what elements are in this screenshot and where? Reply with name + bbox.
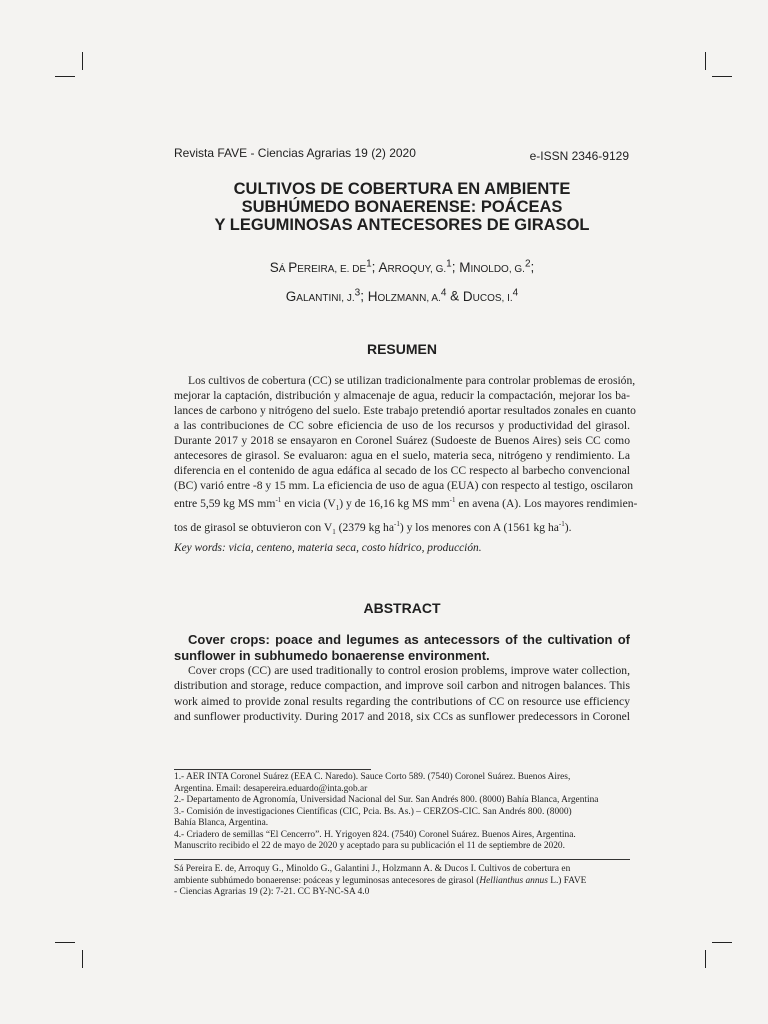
resumen-line: lances de carbono y nitrógeno del suelo. Este trabajo pretendió aportar resultados zonales en cuanto [174, 404, 636, 418]
citation-line: - Ciencias Agrarias 19 (2): 7-21. CC BY-NC-SA 4.0 [174, 887, 370, 897]
author-name: GALANTINI, J.$^3$ [285, 287, 361, 304]
resumen-line: tos de girasol se obtuvieron con $V_1$ (2379 kg $ha^{-1}$) y los menores con A (1561 kg $ha^{-1}$). [174, 519, 572, 536]
section-heading-abstract: ABSTRACT [363, 600, 441, 616]
keywords: Key words: vicia, centeno, materia seca, costo hídrico, producción. [174, 542, 482, 554]
section-heading-resumen: RESUMEN [366, 341, 437, 357]
paper-title [174, 180, 630, 234]
resumen-paragraph [174, 373, 638, 540]
crop-mark [55, 76, 75, 77]
crop-mark [82, 52, 83, 70]
abstract-line: and sunflower productivity. During 2017 and 2018, six CCs as sunflower predecessors in Coronel [174, 710, 630, 724]
author-name: SÁ PEREIRA, E. $DE^1$ [269, 258, 372, 275]
resumen-line: (BC) varió entre -8 y 15 mm. La eficiencia de uso de agua (EUA) con respecto al testigo, oscilaron [174, 479, 634, 493]
paper-title-line: CULTIVOS DE COBERTURA EN AMBIENTE [233, 180, 571, 198]
crop-mark [55, 942, 75, 943]
crop-mark [705, 52, 706, 70]
resumen-line: entre 5,59 kg MS $mm^{-1}$ en vicia $(V_1)$ y de 16,16 kg MS $mm^{-1}$ en avena (A). Los mayores rendimien- [174, 496, 638, 513]
resumen-line: diferencia en el contenido de agua edáfica al secado de los CC respecto al barbecho convencional [174, 464, 630, 478]
footnotes [174, 772, 630, 853]
author-name: ARROQUY, G.$^1$ [378, 258, 452, 275]
footnote-line: Argentina. Email: desapereira.eduardo@inta.gob.ar [174, 783, 368, 794]
footnote-line: 1.- AER INTA Coronel Suárez (EEA C. Naredo). Sauce Corto 589. (7540) Coronel Suárez. Buenos Aires, [174, 772, 571, 782]
footnote-line: 3.- Comisión de investigaciones Científicas (CIC, Pcia. Bs. As.) – CERZOS-CIC. San Andrés 800. (8000) [174, 806, 572, 817]
running-header-journal: Revista FAVE - Ciencias Agrarias 19 (2) 2020 [174, 146, 416, 160]
abstract-line: Cover crops (CC) are used traditionally to control erosion problems, improve water collection, [188, 664, 630, 677]
footnote-line: Bahía Blanca, Argentina. [174, 818, 269, 828]
resumen-line: Durante 2017 y 2018 se ensayaron en Coronel Suárez (Sudoeste de Buenos Aires) seis CC como [174, 434, 630, 448]
citation [174, 864, 630, 899]
crop-mark [712, 942, 732, 943]
footnote-rule [174, 769, 371, 770]
author-list-line-2: GALANTINI, J.$^3$; HOLZMANN, A.$^4$ & DUCOS, I.$^4$ [285, 287, 519, 304]
author-list-line-1: SÁ PEREIRA, E. $DE^1$; ARROQUY, G.$^1$; MINOLDO, G.$^2$; [269, 258, 535, 275]
author-name: HOLZMANN, A.$^4$ [367, 287, 447, 304]
abstract-paragraph [174, 663, 630, 725]
citation-line: Sá Pereira E. de, Arroquy G., Minoldo G., Galantini J., Holzmann A. & Ducos I. Cultivos de cobertura en [174, 864, 571, 874]
resumen-line: antecesores de girasol. Se evaluaron: agua en el suelo, materia seca, nitrógeno y rendimiento. La [174, 449, 630, 463]
paper-title-line: SUBHÚMEDO BONAERENSE: POÁCEAS [241, 198, 563, 216]
english-title-line: Cover crops: poace and legumes as antecessors of the cultivation of [188, 632, 630, 647]
crop-mark [705, 950, 706, 968]
crop-mark [712, 76, 732, 77]
english-title-line: sunflower in subhumedo bonaerense environment. [174, 648, 490, 663]
abstract-line: distribution and storage, reduce compaction, and improve soil carbon and nitrogen balances. This [174, 679, 630, 693]
crop-mark [82, 950, 83, 968]
resumen-line: a las contribuciones de CC sobre eficiencia de uso de los recursos y productividad del girasol. [174, 419, 630, 433]
english-title [174, 632, 630, 664]
footnote-line: Manuscrito recibido el 22 de mayo de 2020 y aceptado para su publicación el 11 de septiembre de 2020. [174, 841, 565, 851]
author-name: MINOLDO, G.$^2$ [459, 258, 531, 275]
footnote-line: 2.- Departamento de Agronomía, Universidad Nacional del Sur. San Andrés 800. (8000) Bahía Blanca, Argentina [174, 795, 599, 805]
running-header-issn: e-ISSN 2346-9129 [529, 149, 629, 163]
footnote-line: 4.- Criadero de semillas “El Cencerro”. H. Yrigoyen 824. (7540) Coronel Suárez. Buenos Aires, Argentina. [174, 829, 576, 840]
citation-rule [174, 859, 630, 860]
citation-line: ambiente subhúmedo bonaerense: poáceas y leguminosas antecesores de girasol (Hellianthus annus L.) FAVE [174, 875, 587, 886]
resumen-line: mejorar la captación, distribución y almacenaje de agua, reducir la compactación, mejorar los ba- [174, 389, 630, 403]
paper-title-line: Y LEGUMINOSAS ANTECESORES DE GIRASOL [214, 216, 590, 234]
author-name: DUCOS, I.$^4$ [462, 287, 519, 304]
resumen-line: Los cultivos de cobertura (CC) se utilizan tradicionalmente para controlar problemas de erosión, [188, 374, 636, 387]
abstract-line: work aimed to provide zonal results regarding the contributions of CC on resource use efficiency [174, 694, 630, 708]
